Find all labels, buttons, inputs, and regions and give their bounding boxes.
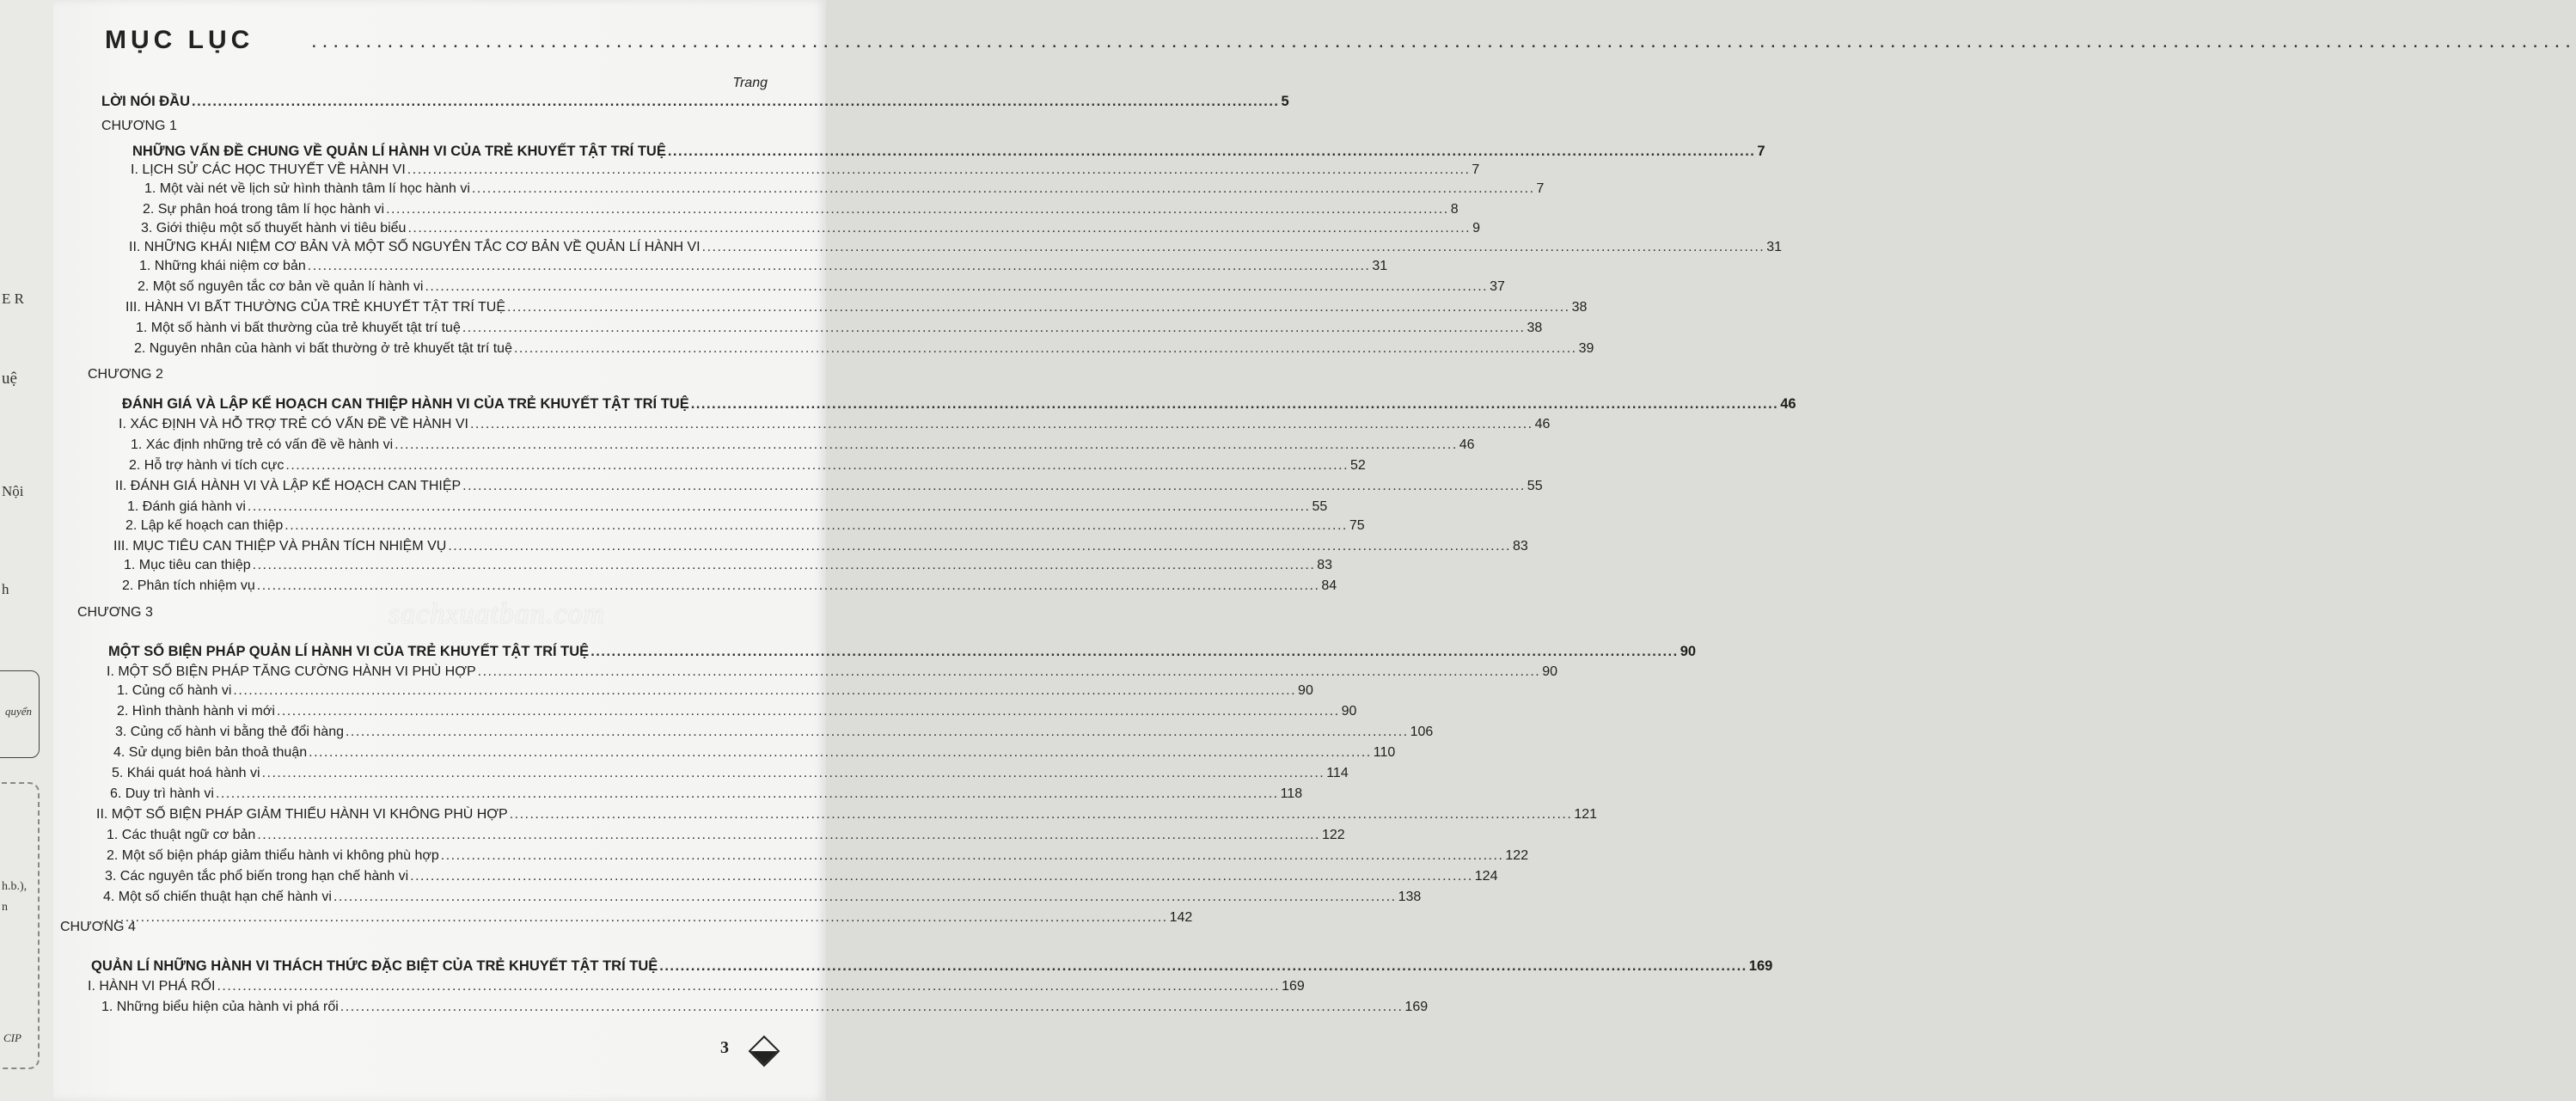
toc-entry-page: 55 (1527, 479, 1543, 493)
toc-entry-page: 121 (1574, 807, 1598, 822)
toc-entry-text: 2. Một số biện pháp giảm thiểu hành vi không phù hợp (107, 848, 439, 863)
toc-entry-text: 1. Mục tiêu can thiệp (124, 558, 251, 572)
toc-entry-page: 55 (1312, 499, 1328, 514)
left-fragment: quyển (5, 705, 33, 718)
leader-dots: ................................................................................................................................................................................................................ (257, 828, 1320, 842)
toc-entry-text: I. LỊCH SỬ CÁC HỌC THUYẾT VỀ HÀNH VI (131, 162, 406, 177)
leader-dots: ................................................................................................................................................................................................................ (217, 979, 1281, 994)
toc-entry-page: 31 (1372, 259, 1388, 273)
toc-entry (139, 258, 1388, 275)
leader-dots: ................................................................................................................................................................................................................ (307, 259, 1371, 273)
toc-entry-text: III. HÀNH VI BẤT THƯỜNG CỦA TRẺ KHUYẾT TẬT TRÍ TUỆ (125, 300, 505, 315)
toc-entry-page: 142 (1169, 910, 1193, 925)
toc-entry-text: MỘT SỐ BIỆN PHÁP QUẢN LÍ HÀNH VI CỦA TRẺ KHUYẾT TẬT TRÍ TUỆ (108, 644, 590, 659)
leader-dots: ................................................................................................................................................................................................................ (386, 202, 1449, 217)
toc-entry-text: 3. Giới thiệu một số thuyết hành vi tiêu biểu (141, 221, 407, 235)
leader-dots: ................................................................................................................................................................................................................ (690, 396, 1779, 412)
toc-entry-page: 46 (1534, 417, 1551, 431)
toc-entry-text: 1. Củng cố hành vi (117, 683, 232, 698)
toc-entry (107, 827, 1345, 844)
toc-entry-text: ĐÁNH GIÁ VÀ LẬP KẾ HOẠCH CAN THIỆP HÀNH VI CỦA TRẺ KHUYẾT TẬT TRÍ TUỆ (122, 396, 689, 412)
toc-entry-page: 46 (1459, 437, 1475, 452)
leader-dots: ................................................................................................................................................................................................................ (462, 321, 1526, 335)
page-title: MỤC LỤC (105, 26, 254, 54)
leader-dots: ................................................................................................................................................................................................................ (285, 458, 1349, 473)
leader-dots: ................................................................................................................................................................................................................ (407, 221, 1472, 235)
toc-entry-text: 1. Xác định những trẻ có vấn đề về hành vi (131, 437, 394, 452)
toc-chapter-title (122, 395, 1796, 413)
leader-dots: ................................................................................................................................................................................................................ (425, 279, 1489, 294)
toc-entry-text: 2. Hỗ trợ hành vi tích cực (129, 458, 285, 473)
toc-entry-text: 4. Một số chiến thuật hạn chế hành vi (103, 890, 332, 904)
toc-entry-page: 83 (1512, 539, 1528, 554)
chapter-label: CHƯƠNG 1 (101, 119, 177, 133)
toc-entry-page: 90 (1680, 644, 1697, 659)
toc-entry-text: I. HÀNH VI PHÁ RỐI (88, 979, 216, 994)
leader-dots: ................................................................................................................................................................................................................ (233, 683, 1297, 698)
toc-entry-text: 2. Lập kế hoạch can thiệp (125, 518, 284, 533)
title-leader-dots: ................................................................................................................................................................................................................ (311, 29, 2576, 52)
toc-entry-text: 3. Củng cố hành vi bằng thẻ đổi hàng (115, 725, 344, 739)
toc-entry-text: III. MỤC TIÊU CAN THIỆP VÀ PHÂN TÍCH NHIỆM VỤ (113, 539, 447, 554)
toc-entry (101, 999, 1429, 1016)
toc-entry-text: 1. Một số hành vi bất thường của trẻ khuyết tật trí tuệ (136, 321, 461, 335)
toc-entry-page: 169 (1404, 1000, 1429, 1014)
toc-entry-text: NHỮNG VẤN ĐỀ CHUNG VỀ QUẢN LÍ HÀNH VI CỦA TRẺ KHUYẾT TẬT TRÍ TUỆ (132, 144, 666, 159)
toc-entry-page: 84 (1321, 578, 1337, 593)
leader-dots: ................................................................................................................................................................................................................ (407, 162, 1471, 177)
toc-entry-page: 124 (1474, 869, 1498, 884)
toc-entry (124, 557, 1333, 574)
toc-entry (115, 724, 1434, 741)
toc-entry (131, 162, 1480, 179)
toc-entry (141, 220, 1480, 237)
leader-dots: ................................................................................................................................................................................................................ (659, 958, 1747, 974)
page-column-header: Trang (732, 76, 768, 90)
leader-dots: ................................................................................................................................................................................................................ (590, 644, 1679, 659)
toc-entry (112, 765, 1349, 782)
leader-dots: ................................................................................................................................................................................................................ (667, 144, 1756, 159)
leader-dots: ................................................................................................................................................................................................................ (340, 1000, 1404, 1014)
toc-entry-text: 5. Khái quát hoá hành vi (112, 766, 260, 780)
toc-entry-text: 1. Đánh giá hành vi (127, 499, 246, 514)
left-fragment: n (2, 901, 8, 914)
page-number: 3 (720, 1038, 729, 1057)
toc-entry-page: 169 (1748, 958, 1773, 974)
toc-entry (129, 239, 1783, 256)
left-fragment: h.b.), (2, 880, 28, 893)
toc-entry (125, 299, 1588, 316)
leader-dots: ................................................................................................................................................................................................................ (276, 704, 1340, 719)
toc-entry-text: 6. Duy trì hành vi (110, 786, 214, 801)
leader-dots: ................................................................................................................................................................................................................ (440, 848, 1504, 863)
toc-entry-page: 7 (1536, 181, 1545, 196)
toc-entry-text: 2. Hình thành hành vi mới (117, 704, 275, 719)
toc-entry (110, 786, 1303, 803)
toc-entry-page: 7 (1757, 144, 1765, 159)
toc-entry-page: 38 (1527, 321, 1543, 335)
toc-entry (113, 744, 1396, 762)
toc-entry (138, 278, 1505, 296)
toc-entry (103, 909, 1193, 927)
toc-entry (125, 517, 1365, 535)
toc-entry-text: 1. Những biểu hiện của hành vi phá rối (101, 1000, 339, 1014)
toc-chapter-title (108, 643, 1697, 660)
toc-entry-text: 2. Phân tích nhiệm vụ (122, 578, 255, 593)
toc-entry (88, 978, 1305, 995)
left-fragment: E R (2, 291, 24, 307)
leader-dots: ................................................................................................................................................................................................................ (345, 725, 1409, 739)
toc-entry-text: 2. Sự phân hoá trong tâm lí học hành vi (143, 202, 385, 217)
toc-entry-page: 90 (1341, 704, 1357, 719)
toc-chapter-title (91, 957, 1773, 975)
leader-dots: ................................................................................................................................................................................................................ (462, 479, 1526, 493)
toc-entry (129, 457, 1366, 474)
toc-entry-page: 39 (1578, 341, 1594, 356)
toc-entry-page: 110 (1373, 745, 1396, 760)
chapter-label: CHƯƠNG 4 (60, 920, 136, 934)
leader-dots: ................................................................................................................................................................................................................ (309, 745, 1372, 760)
toc-entry (113, 538, 1528, 555)
leader-dots: ................................................................................................................................................................................................................ (469, 417, 1533, 431)
toc-entry-page: 9 (1472, 221, 1480, 235)
toc-entry-page: 37 (1490, 279, 1505, 294)
toc-entry-page: 106 (1410, 725, 1434, 739)
leader-dots: ................................................................................................................................................................................................................ (471, 181, 1535, 196)
leader-dots: ................................................................................................................................................................................................................ (105, 910, 1168, 925)
leader-dots: ................................................................................................................................................................................................................ (507, 300, 1570, 315)
toc-entry (107, 847, 1529, 865)
toc-entry (134, 340, 1594, 358)
toc-preface: LỜI NÓI ĐẦU ................................................................................................................................................................................................................ 5 (101, 94, 1289, 109)
leader-dots: ................................................................................................................................................................................................................ (252, 558, 1316, 572)
toc-entry-text: 1. Các thuật ngữ cơ bản (107, 828, 256, 842)
toc-entry (105, 868, 1498, 885)
toc-entry-text: II. ĐÁNH GIÁ HÀNH VI VÀ LẬP KẾ HOẠCH CAN THIỆP (115, 479, 462, 493)
toc-entry (143, 201, 1459, 218)
toc-entry (131, 437, 1475, 454)
toc-entry-text: 2. Nguyên nhân của hành vi bất thường ở trẻ khuyết tật trí tuệ (134, 341, 512, 356)
toc-entry-text: 1. Một vài nét về lịch sử hình thành tâm lí học hành vi (144, 181, 470, 196)
toc-entry-page: 83 (1317, 558, 1333, 572)
toc-entry (117, 703, 1357, 720)
toc-entry-page: 7 (1472, 162, 1480, 177)
toc-entry-page: 52 (1350, 458, 1366, 473)
toc-page (53, 0, 2576, 1101)
toc-entry-page: 38 (1571, 300, 1588, 315)
toc-entry (103, 889, 1422, 906)
leader-dots: ................................................................................................................................................................................................................ (395, 437, 1458, 452)
leader-dots: ................................................................................................................................................................................................................ (261, 766, 1325, 780)
toc-entry-text: 2. Một số nguyên tắc cơ bản về quản lí hành vi (138, 279, 424, 294)
leader-dots: ................................................................................................................................................................................................................ (247, 499, 1311, 514)
chapter-label: CHƯƠNG 3 (77, 605, 153, 620)
leader-dots: ................................................................................................................................................................................................................ (513, 341, 1577, 356)
toc-entry (136, 320, 1543, 337)
toc-entry (107, 664, 1558, 681)
toc-entry (119, 416, 1551, 433)
leader-dots: ................................................................................................................................................................................................................ (701, 240, 1765, 254)
toc-entry-page: 31 (1766, 240, 1783, 254)
toc-entry-page: 114 (1326, 766, 1349, 780)
leader-dots: ................................................................................................................................................................................................................ (477, 664, 1541, 679)
leader-dots: ................................................................................................................................................................................................................ (215, 786, 1279, 801)
toc-entry-text: I. XÁC ĐỊNH VÀ HỖ TRỢ TRẺ CÓ VẤN ĐỀ VỀ HÀNH VI (119, 417, 468, 431)
leader-dots: ................................................................................................................................................................................................................ (256, 578, 1320, 593)
leader-dots: ................................................................................................................................................................................................................ (448, 539, 1511, 554)
toc-entry-page: 138 (1398, 890, 1422, 904)
toc-entry-text: II. MỘT SỐ BIỆN PHÁP GIẢM THIỂU HÀNH VI KHÔNG PHÙ HỢP (96, 807, 508, 822)
toc-entry (96, 806, 1598, 823)
leader-dots: ................................................................................................................................................................................................................ (333, 890, 1397, 904)
left-fragment: Nội (2, 483, 24, 499)
toc-entry-page: 122 (1321, 828, 1345, 842)
toc-entry-text: 1. Những khái niệm cơ bản (139, 259, 306, 273)
watermark: sachxuatban.com (389, 598, 606, 630)
toc-entry (127, 499, 1328, 516)
toc-entry (117, 682, 1313, 700)
toc-entry (144, 180, 1545, 198)
toc-entry-text: II. NHỮNG KHÁI NIỆM CƠ BẢN VÀ MỘT SỐ NGUYÊN TẮC CƠ BẢN VỀ QUẢN LÍ HÀNH VI (129, 240, 701, 254)
left-page-edge (0, 0, 53, 1101)
toc-entry-page: 75 (1349, 518, 1365, 533)
toc-entry (115, 478, 1543, 495)
left-fragment: uệ (2, 370, 17, 388)
toc-chapter-title (132, 143, 1765, 160)
left-fragment: h (2, 581, 9, 597)
left-fragment: CIP (3, 1031, 21, 1044)
left-dashed-box (0, 782, 40, 1069)
toc-entry-text: I. MỘT SỐ BIỆN PHÁP TĂNG CƯỜNG HÀNH VI PHÙ HỢP (107, 664, 476, 679)
leader-dots: ................................................................................................................................................................................................................ (285, 518, 1348, 533)
toc-entry-page: 46 (1780, 396, 1796, 412)
toc-entry-text: 4. Sử dụng biên bản thoả thuận (113, 745, 308, 760)
leader-dots: ................................................................................................................................................................................................................ (509, 807, 1573, 822)
chapter-label: CHƯƠNG 2 (88, 367, 163, 382)
toc-entry-page: 90 (1542, 664, 1558, 679)
leader-dots: ................................................................................................................................................................................................................ (410, 869, 1473, 884)
toc-entry-text: 3. Các nguyên tắc phổ biến trong hạn chế hành vi (105, 869, 409, 884)
toc-entry (122, 578, 1337, 595)
toc-entry-text: QUẢN LÍ NHỮNG HÀNH VI THÁCH THỨC ĐẶC BIỆT CỦA TRẺ KHUYẾT TẬT TRÍ TUỆ (91, 958, 658, 974)
toc-entry-page: 118 (1280, 786, 1303, 801)
toc-entry-page: 169 (1282, 979, 1305, 994)
diamond-icon (749, 1036, 780, 1067)
toc-entry-page: 90 (1298, 683, 1313, 698)
toc-entry-page: 122 (1505, 848, 1529, 863)
toc-entry-page: 8 (1450, 202, 1459, 217)
